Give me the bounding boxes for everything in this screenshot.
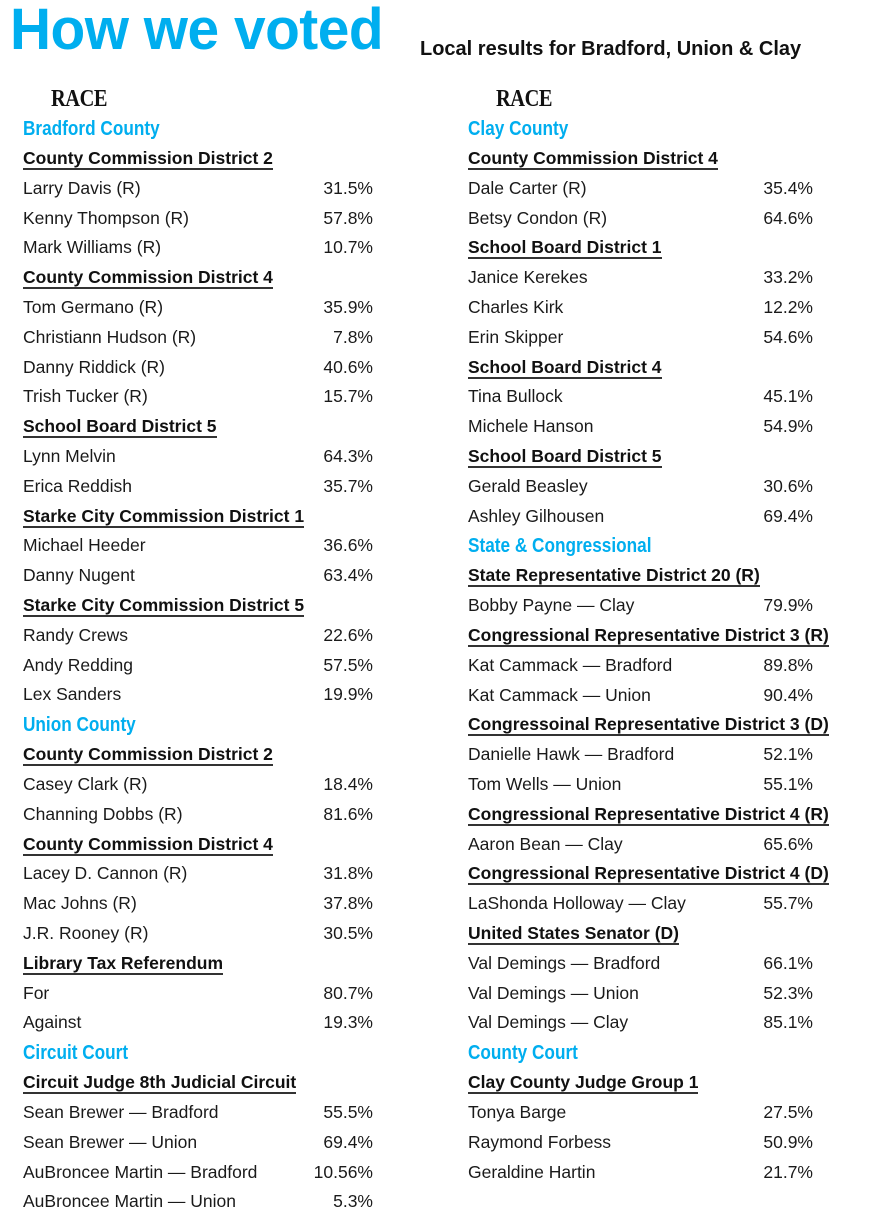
race-title [468, 621, 880, 651]
candidate-percentage: 64.6% [763, 207, 813, 228]
candidate-percentage: 52.1% [763, 744, 813, 765]
race-title-text: Congressional Representative District 4 (R) [468, 803, 829, 824]
race-title-text: School Board District 5 [468, 445, 662, 466]
candidate-name: Danielle Hawk — Bradford [468, 744, 675, 765]
candidate-row [23, 204, 443, 234]
candidate-name: Erin Skipper [468, 326, 564, 347]
section-group [23, 114, 443, 710]
candidate-name: Lacey D. Cannon (R) [23, 863, 188, 884]
candidate-percentage: 31.8% [323, 863, 373, 884]
candidate-name: Kat Cammack — Bradford [468, 654, 673, 675]
candidate-percentage: 35.4% [763, 177, 813, 198]
candidate-percentage: 21.7% [763, 1161, 813, 1182]
candidate-percentage: 5.3% [333, 1191, 373, 1212]
section-group [23, 710, 443, 1038]
candidate-percentage: 57.5% [323, 654, 373, 675]
candidate-row [468, 1128, 880, 1158]
candidate-name: Kat Cammack — Union [468, 684, 651, 705]
candidate-name: Lex Sanders [23, 684, 122, 705]
section-group [468, 114, 880, 531]
candidate-row [23, 1008, 443, 1038]
race-title [468, 561, 880, 591]
candidate-name: Tina Bullock [468, 386, 563, 407]
candidate-name: Mac Johns (R) [23, 893, 137, 914]
candidate-percentage: 33.2% [763, 267, 813, 288]
candidate-row [468, 323, 880, 353]
race-title-text: County Commission District 2 [23, 744, 273, 765]
race-title-text: Library Tax Referendum [23, 952, 224, 973]
candidate-row [23, 680, 443, 710]
candidate-name: Against [23, 1012, 82, 1033]
candidate-row [23, 1098, 443, 1128]
candidate-name: Tom Germano (R) [23, 296, 164, 317]
race-title-text: School Board District 5 [23, 416, 217, 437]
race-title [23, 740, 443, 770]
candidate-name: Aaron Bean — Clay [468, 833, 623, 854]
section-heading: Circuit Court [23, 1042, 129, 1065]
candidate-percentage: 69.4% [763, 505, 813, 526]
candidate-row [468, 1098, 880, 1128]
candidate-name: AuBroncee Martin — Bradford [23, 1161, 258, 1182]
candidate-name: Bobby Payne — Clay [468, 595, 635, 616]
race-title-text: School Board District 4 [468, 356, 662, 377]
section-heading: Clay County [468, 118, 569, 140]
section-group [23, 1038, 443, 1217]
candidate-row [468, 889, 880, 919]
candidate-name: Christiann Hudson (R) [23, 326, 197, 347]
candidate-name: Sean Brewer — Union [23, 1131, 198, 1152]
candidate-percentage: 18.4% [323, 773, 373, 794]
section-heading: Union County [23, 714, 136, 737]
race-title [23, 830, 443, 860]
candidate-row [468, 770, 880, 800]
candidate-name: Ashley Gilhousen [468, 505, 605, 526]
race-title [23, 263, 443, 293]
candidate-name: Mark Williams (R) [23, 237, 162, 258]
candidate-row [23, 919, 443, 949]
candidate-percentage: 89.8% [763, 654, 813, 675]
candidate-percentage: 37.8% [323, 893, 373, 914]
race-title [468, 233, 880, 263]
candidate-percentage: 54.6% [763, 326, 813, 347]
candidate-row [23, 800, 443, 830]
race-column-heading: RACE [51, 86, 108, 112]
candidate-name: AuBroncee Martin — Union [23, 1191, 237, 1212]
results-column-right [468, 84, 880, 1187]
candidate-name: Larry Davis (R) [23, 177, 141, 198]
candidate-percentage: 10.56% [313, 1161, 373, 1182]
candidate-name: Charles Kirk [468, 296, 564, 317]
candidate-percentage: 57.8% [323, 207, 373, 228]
race-title [468, 800, 880, 830]
candidate-percentage: 30.6% [763, 475, 813, 496]
candidate-name: Tom Wells — Union [468, 773, 622, 794]
candidate-name: Erica Reddish [23, 475, 132, 496]
candidate-row [23, 889, 443, 919]
candidate-percentage: 50.9% [763, 1131, 813, 1152]
race-title-text: Congressional Representative District 4 (D) [468, 863, 829, 884]
candidate-name: Danny Nugent [23, 565, 135, 586]
candidate-percentage: 52.3% [763, 982, 813, 1003]
candidate-percentage: 19.9% [323, 684, 373, 705]
candidate-percentage: 66.1% [763, 952, 813, 973]
candidate-name: Michele Hanson [468, 416, 594, 437]
candidate-percentage: 31.5% [323, 177, 373, 198]
race-title-text: State Representative District 20 (R) [468, 565, 760, 586]
candidate-row [468, 502, 880, 532]
candidate-name: Geraldine Hartin [468, 1161, 596, 1182]
candidate-name: Val Demings — Bradford [468, 952, 661, 973]
candidate-percentage: 30.5% [323, 922, 373, 943]
candidate-row [468, 263, 880, 293]
candidate-row [468, 293, 880, 323]
candidate-percentage: 35.9% [323, 296, 373, 317]
race-title-text: Congressional Representative District 3 (R) [468, 624, 829, 645]
candidate-name: Raymond Forbess [468, 1131, 611, 1152]
race-title [468, 353, 880, 383]
candidate-percentage: 45.1% [763, 386, 813, 407]
candidate-percentage: 36.6% [323, 535, 373, 556]
race-title [468, 859, 880, 889]
candidate-name: Dale Carter (R) [468, 177, 587, 198]
candidate-percentage: 7.8% [333, 326, 373, 347]
candidate-percentage: 27.5% [763, 1101, 813, 1122]
race-title [468, 442, 880, 472]
race-title [468, 710, 880, 740]
candidate-percentage: 85.1% [763, 1012, 813, 1033]
section-heading: State & Congressional [468, 535, 652, 558]
candidate-row [23, 233, 443, 263]
candidate-name: Janice Kerekes [468, 267, 588, 288]
candidate-name: Lynn Melvin [23, 445, 116, 466]
race-title [23, 412, 443, 442]
results-column-left [23, 84, 443, 1217]
candidate-row [468, 472, 880, 502]
candidate-percentage: 19.3% [323, 1012, 373, 1033]
race-title [23, 144, 443, 174]
candidate-row [23, 979, 443, 1009]
candidate-row [23, 1158, 443, 1188]
candidate-percentage: 65.6% [763, 833, 813, 854]
candidate-row [23, 353, 443, 383]
candidate-row [468, 979, 880, 1009]
candidate-percentage: 35.7% [323, 475, 373, 496]
candidate-name: Tonya Barge [468, 1101, 567, 1122]
candidate-row [468, 591, 880, 621]
race-title-text: Starke City Commission District 1 [23, 505, 305, 526]
candidate-percentage: 90.4% [763, 684, 813, 705]
candidate-name: Val Demings — Clay [468, 1012, 629, 1033]
candidate-row [23, 1128, 443, 1158]
race-title-text: County Commission District 4 [23, 267, 273, 288]
candidate-percentage: 69.4% [323, 1131, 373, 1152]
candidate-row [468, 382, 880, 412]
section-heading: County Court [468, 1042, 578, 1065]
candidate-name: Kenny Thompson (R) [23, 207, 190, 228]
race-title-text: Clay County Judge Group 1 [468, 1072, 699, 1093]
candidate-row [468, 830, 880, 860]
candidate-percentage: 55.1% [763, 773, 813, 794]
candidate-row [468, 174, 880, 204]
candidate-percentage: 81.6% [323, 803, 373, 824]
race-title [23, 1068, 443, 1098]
race-title [468, 144, 880, 174]
candidate-name: Val Demings — Union [468, 982, 639, 1003]
candidate-name: Michael Heeder [23, 535, 146, 556]
section-group [468, 531, 880, 1038]
candidate-row [468, 740, 880, 770]
candidate-row [23, 531, 443, 561]
candidate-row [23, 561, 443, 591]
page-title: How we voted [10, 0, 384, 62]
section-heading: Bradford County [23, 118, 160, 140]
race-title [468, 919, 880, 949]
candidate-name: Casey Clark (R) [23, 773, 148, 794]
candidate-percentage: 79.9% [763, 595, 813, 616]
candidate-percentage: 63.4% [323, 565, 373, 586]
candidate-percentage: 55.5% [323, 1101, 373, 1122]
candidate-percentage: 55.7% [763, 893, 813, 914]
candidate-row [468, 204, 880, 234]
candidate-row [468, 1008, 880, 1038]
candidate-row [468, 651, 880, 681]
candidate-row [23, 323, 443, 353]
candidate-row [468, 412, 880, 442]
candidate-percentage: 15.7% [323, 386, 373, 407]
race-title [23, 591, 443, 621]
candidate-name: Channing Dobbs (R) [23, 803, 183, 824]
candidate-row [468, 681, 880, 711]
candidate-row [23, 472, 443, 502]
candidate-row [23, 859, 443, 889]
candidate-name: Randy Crews [23, 624, 129, 645]
candidate-row [23, 621, 443, 651]
race-title-text: County Commission District 2 [23, 148, 273, 168]
candidate-percentage: 40.6% [323, 356, 373, 377]
candidate-percentage: 80.7% [323, 982, 373, 1003]
candidate-row [23, 293, 443, 323]
candidate-row [468, 1158, 880, 1188]
race-title-text: School Board District 1 [468, 237, 662, 258]
candidate-row [23, 382, 443, 412]
candidate-row [23, 174, 443, 204]
race-title-text: United States Senator (D) [468, 922, 679, 943]
candidate-row [23, 651, 443, 681]
race-title [23, 502, 443, 532]
race-title [468, 1068, 880, 1098]
candidate-name: LaShonda Holloway — Clay [468, 893, 686, 914]
candidate-percentage: 22.6% [323, 624, 373, 645]
candidate-name: For [23, 982, 50, 1003]
race-title-text: Circuit Judge 8th Judicial Circuit [23, 1072, 297, 1093]
candidate-percentage: 54.9% [763, 416, 813, 437]
candidate-name: Danny Riddick (R) [23, 356, 165, 377]
race-title-text: Congressoinal Representative District 3 (D) [468, 714, 829, 735]
race-title-text: County Commission District 4 [468, 148, 718, 168]
race-title-text: Starke City Commission District 5 [23, 594, 305, 615]
candidate-percentage: 12.2% [763, 296, 813, 317]
candidate-name: Sean Brewer — Bradford [23, 1101, 219, 1122]
candidate-row [468, 949, 880, 979]
candidate-name: J.R. Rooney (R) [23, 922, 149, 943]
candidate-name: Gerald Beasley [468, 475, 588, 496]
race-title [23, 949, 443, 979]
candidate-name: Andy Redding [23, 654, 133, 675]
candidate-row [23, 442, 443, 472]
race-column-heading: RACE [496, 86, 553, 112]
race-title-text: County Commission District 4 [23, 833, 273, 854]
candidate-name: Trish Tucker (R) [23, 386, 148, 407]
candidate-row [23, 770, 443, 800]
candidate-percentage: 10.7% [323, 237, 373, 258]
candidate-row [23, 1187, 443, 1217]
page-subtitle: Local results for Bradford, Union & Clay [420, 38, 802, 60]
candidate-name: Betsy Condon (R) [468, 207, 608, 228]
section-group [468, 1038, 880, 1187]
candidate-percentage: 64.3% [323, 445, 373, 466]
